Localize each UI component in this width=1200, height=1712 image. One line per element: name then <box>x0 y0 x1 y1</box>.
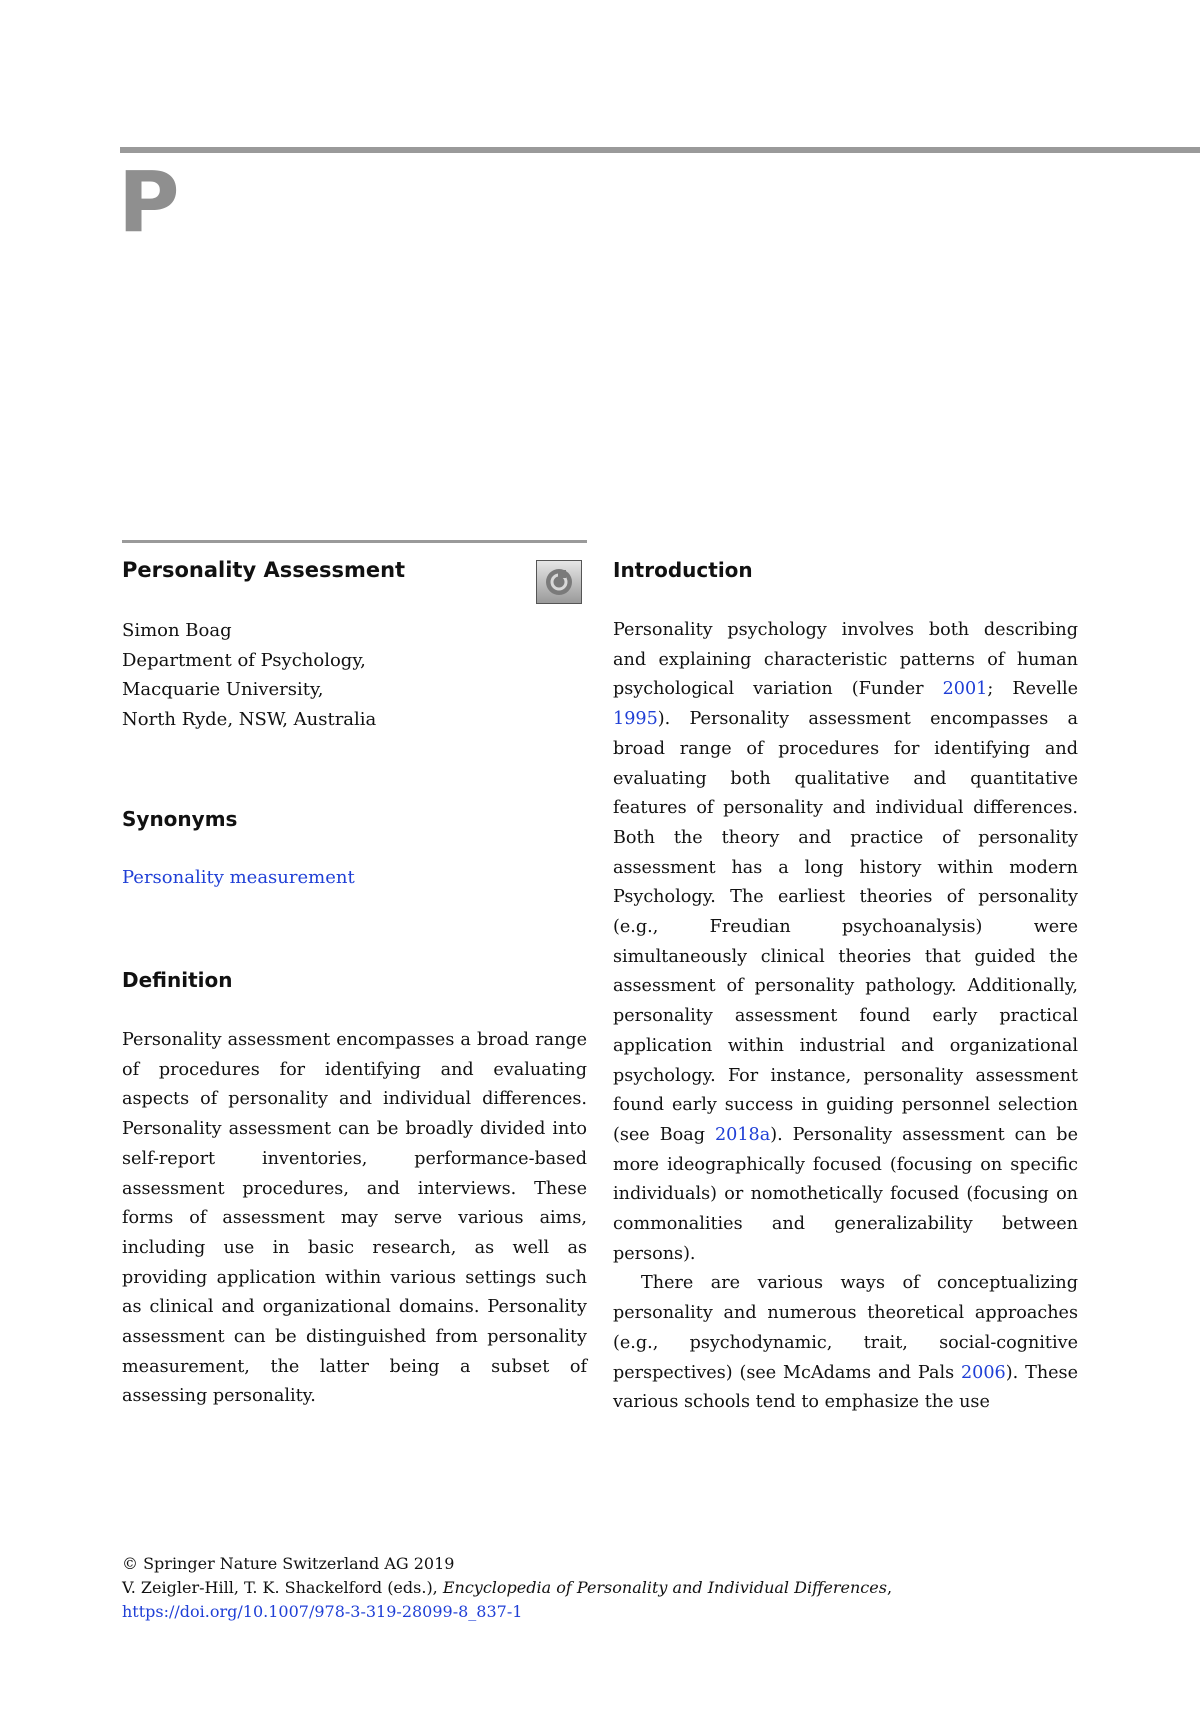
affiliation-line: North Ryde, NSW, Australia <box>122 708 377 730</box>
introduction-body <box>613 616 1078 1418</box>
citation-link[interactable]: 2006 <box>960 1362 1006 1383</box>
definition-heading: Definition <box>122 968 233 992</box>
check-for-updates-button[interactable] <box>536 560 582 604</box>
entry-title: Personality Assessment <box>122 558 406 582</box>
footer <box>122 1552 892 1624</box>
citation-link[interactable]: 1995 <box>613 709 658 730</box>
copyright-line: © Springer Nature Switzerland AG 2019 <box>122 1554 455 1573</box>
entry-rule <box>122 540 587 543</box>
doi-link[interactable]: https://doi.org/10.1007/978-3-319-28099-8_837-1 <box>122 1602 523 1621</box>
top-rule <box>120 147 1200 153</box>
affiliation-line: Department of Psychology, <box>122 649 366 671</box>
author-block <box>122 616 376 734</box>
book-title: Encyclopedia of Personality and Individual Differences <box>442 1578 887 1597</box>
synonym-link[interactable]: Personality measurement <box>122 867 355 888</box>
introduction-paragraph-2: There are various ways of conceptualizing personality and numerous theoretical approaches (e.g., psychodynamic, trait, social-cognitive perspectives) (see McAdams and Pals 2006). These various schools tend to emphasize the use <box>613 1273 1078 1413</box>
author-name: Simon Boag <box>122 620 232 641</box>
introduction-heading: Introduction <box>613 558 753 582</box>
refresh-icon <box>544 567 574 597</box>
citation-link[interactable]: 2018a <box>714 1124 771 1145</box>
affiliation-line: Macquarie University, <box>122 679 324 700</box>
citation-link[interactable]: 2001 <box>942 679 988 700</box>
synonyms-heading: Synonyms <box>122 807 238 831</box>
section-letter: P <box>118 153 180 251</box>
definition-paragraph: Personality assessment encompasses a broad range of procedures for identifying and evaluating aspects of personality and individual differences. Personality assessment can be broadly divided into self-report inventories, performance-based assessment procedures, and interviews. These forms of assessment may serve various aims, including use in basic research, as well as providing application within various settings such as clinical and organizational domains. Personality assessment can be distinguished from personality measurement, the latter being a subset of assessing personality. <box>122 1030 587 1407</box>
citation-line: V. Zeigler-Hill, T. K. Shackelford (eds.), Encyclopedia of Personality and Individual Differences, <box>122 1578 893 1597</box>
introduction-paragraph-1: Personality psychology involves both describing and explaining characteristic patterns of human psychological variation (Funder 2001; Revelle 1995). Personality assessment encompasses a broad range of procedures for identifying and evaluating both qualitative and quantitative features of personality and individual differences. Both the theory and practice of personality assessment has a long history within modern Psychology. The earliest theories of personality (e.g., Freudian psychoanalysis) were simultaneously clinical theories that guided the assessment of personality pathology. Additionally, personality assessment found early practical application within industrial and organizational psychology. For instance, personality assessment found early success in guiding personnel selection (see Boag 2018a). Personality assessment can be more ideographically focused (focusing on specific individuals) or nomothetically focused (focusing on commonalities and generalizability between persons). <box>613 620 1078 1264</box>
